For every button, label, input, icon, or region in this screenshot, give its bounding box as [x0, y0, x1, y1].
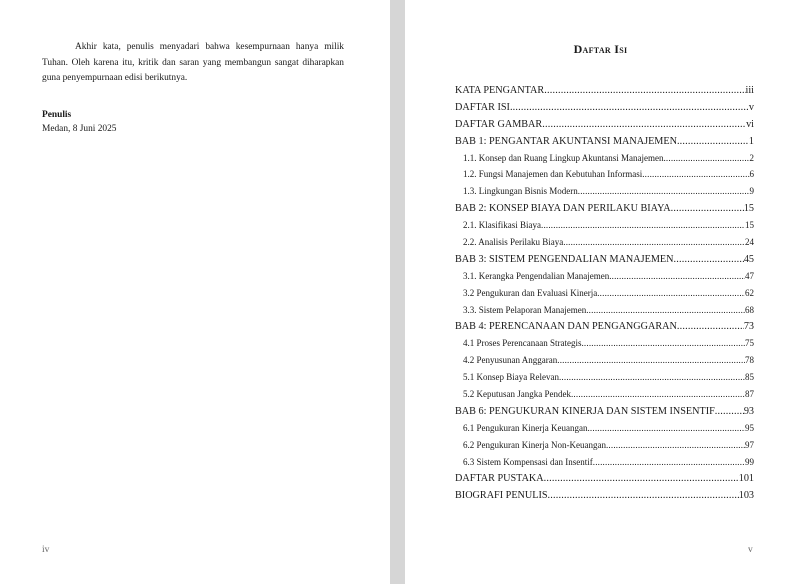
toc-entry-title: 2.1. Klasifikasi Biaya — [463, 220, 541, 231]
toc-entry-title: 1.2. Fungsi Manajemen dan Kebutuhan Informasi — [463, 169, 643, 180]
toc-entry-page: 9 — [749, 186, 754, 197]
toc-entry[interactable] — [455, 153, 754, 170]
signature-place-date: Medan, 8 Juni 2025 — [42, 124, 117, 134]
toc-entry-title: 4.2 Penyusunan Anggaran — [463, 355, 558, 366]
toc-entry-page: 62 — [745, 287, 754, 298]
toc-leader-dots — [586, 305, 745, 315]
toc-entry-page: 45 — [743, 253, 754, 265]
toc-entry-title: DAFTAR ISI — [455, 101, 510, 113]
toc-entry-title: KATA PENGANTAR — [455, 85, 545, 96]
toc-entry-title: BAB 3: SISTEM PENGENDALIAN MANAJEMEN — [455, 253, 674, 265]
toc-entry-title: 3.2 Pengukuran dan Evaluasi Kinerja — [463, 287, 598, 298]
toc-entry-title: 5.2 Keputusan Jangka Pendek — [463, 389, 571, 400]
toc-entry-page: 1 — [748, 135, 754, 147]
toc-leader-dots — [578, 186, 750, 196]
toc-leader-dots — [557, 355, 745, 365]
toc-entry-page: 99 — [745, 456, 754, 467]
toc-leader-dots — [642, 169, 749, 179]
toc-entry-page: 15 — [743, 203, 754, 215]
toc-entry-title: 6.2 Pengukuran Kinerja Non-Keuangan — [463, 439, 606, 450]
toc-entry[interactable] — [455, 169, 754, 186]
toc-entry[interactable] — [455, 203, 754, 220]
toc-entry-title: 1.1. Konsep dan Ruang Lingkup Akuntansi Manajemen — [463, 152, 664, 163]
toc-entry[interactable] — [455, 355, 754, 372]
toc-entry-title: DAFTAR PUSTAKA — [455, 473, 544, 485]
toc-entry[interactable] — [455, 423, 754, 440]
toc-entry[interactable] — [455, 305, 754, 322]
toc-entry[interactable] — [455, 406, 754, 423]
toc-leader-dots — [606, 440, 745, 450]
toc-entry[interactable] — [455, 237, 754, 254]
toc-leader-dots — [715, 406, 744, 417]
toc-leader-dots — [541, 220, 745, 230]
toc-entry-page: 85 — [745, 372, 754, 383]
toc-entry-title: 3.3. Sistem Pelaporan Manajemen — [463, 304, 587, 315]
closing-paragraph: Akhir kata, penulis menyadari bahwa kesempurnaan hanya milik Tuhan. Oleh karena itu, kritik dan saran yang membangun sangat diharapkan guna penyempurnaan edisi berikutnya. — [42, 42, 344, 83]
toc-entry-page: 15 — [745, 220, 754, 231]
toc-entry-title: DAFTAR GAMBAR — [455, 118, 543, 130]
toc-entry-title: 1.3. Lingkungan Bisnis Modern — [463, 186, 578, 197]
toc-leader-dots — [677, 321, 744, 332]
toc-entry-title: 6.1 Pengukuran Kinerja Keuangan — [463, 422, 588, 433]
toc-entry-title: BIOGRAFI PENULIS — [455, 490, 548, 502]
toc-entry[interactable] — [455, 457, 754, 474]
toc-entry-page: 75 — [745, 338, 754, 349]
toc-entry-title: 3.1. Kerangka Pengendalian Manajemen — [463, 270, 610, 281]
toc-entry[interactable] — [455, 254, 754, 271]
toc-entry-page: 97 — [745, 439, 754, 450]
toc-entry-page: 24 — [745, 237, 754, 248]
toc-leader-dots — [609, 271, 745, 281]
document-page-left — [0, 0, 390, 584]
toc-entry[interactable] — [455, 119, 754, 136]
toc-leader-dots — [597, 288, 745, 298]
toc-entry[interactable] — [455, 490, 754, 507]
toc-entry-page: 93 — [743, 405, 754, 417]
page-number-left: iv — [42, 545, 50, 555]
toc-entry-page: 78 — [745, 355, 754, 366]
table-of-contents — [455, 85, 754, 507]
toc-leader-dots — [563, 237, 745, 247]
toc-entry-page: 47 — [745, 270, 754, 281]
toc-entry-title: 4.1 Proses Perencanaan Strategis — [463, 338, 582, 349]
toc-leader-dots — [542, 119, 746, 130]
toc-entry[interactable] — [455, 372, 754, 389]
toc-title: Daftar Isi — [573, 42, 628, 56]
toc-entry[interactable] — [455, 389, 754, 406]
toc-entry-page: 87 — [745, 389, 754, 400]
toc-entry[interactable] — [455, 440, 754, 457]
toc-entry-page: iii — [745, 85, 754, 96]
toc-entry[interactable] — [455, 288, 754, 305]
toc-leader-dots — [587, 423, 745, 433]
toc-entry[interactable] — [455, 136, 754, 153]
toc-leader-dots — [593, 457, 745, 467]
toc-leader-dots — [677, 136, 749, 147]
toc-entry-page: 95 — [745, 422, 754, 433]
toc-entry[interactable] — [455, 186, 754, 203]
document-page-right — [405, 0, 796, 584]
toc-leader-dots — [544, 473, 739, 484]
toc-entry-page: 6 — [749, 169, 754, 180]
toc-entry-title: BAB 2: KONSEP BIAYA DAN PERILAKU BIAYA — [455, 203, 671, 215]
toc-leader-dots — [673, 254, 743, 265]
toc-entry[interactable] — [455, 85, 754, 102]
toc-entry[interactable] — [455, 220, 754, 237]
toc-entry[interactable] — [455, 473, 754, 490]
toc-leader-dots — [548, 490, 739, 501]
page-number-right: v — [748, 545, 753, 555]
toc-entry-title: 6.3 Sistem Kompensasi dan Insentif — [463, 456, 593, 467]
toc-entry-title: BAB 6: PENGUKURAN KINERJA DAN SISTEM INSENTIF — [455, 405, 715, 417]
toc-entry-page: 68 — [745, 304, 754, 315]
toc-entry-title: 5.1 Konsep Biaya Relevan — [463, 372, 559, 383]
toc-entry-page: vi — [746, 118, 754, 130]
toc-entry-title: 2.2. Analisis Perilaku Biaya — [463, 237, 564, 248]
toc-leader-dots — [510, 102, 749, 113]
toc-entry-page: 101 — [738, 473, 754, 485]
toc-entry-title: BAB 4: PERENCANAAN DAN PENGANGGARAN — [455, 321, 677, 333]
toc-leader-dots — [581, 338, 745, 348]
toc-leader-dots — [571, 389, 745, 399]
toc-entry-page: 103 — [738, 490, 754, 502]
toc-entry[interactable] — [455, 271, 754, 288]
toc-leader-dots — [559, 372, 745, 382]
toc-entry-page: 2 — [749, 152, 754, 163]
toc-entry[interactable] — [455, 321, 754, 338]
toc-entry[interactable] — [455, 338, 754, 355]
toc-leader-dots — [544, 85, 745, 96]
toc-leader-dots — [671, 203, 744, 214]
toc-leader-dots — [663, 153, 749, 163]
toc-entry-page: 73 — [743, 321, 754, 333]
toc-entry[interactable] — [455, 102, 754, 119]
toc-entry-title: BAB 1: PENGANTAR AKUNTANSI MANAJEMEN — [455, 135, 677, 147]
toc-entry-page: v — [748, 101, 754, 113]
signature-name: Penulis — [42, 110, 72, 120]
